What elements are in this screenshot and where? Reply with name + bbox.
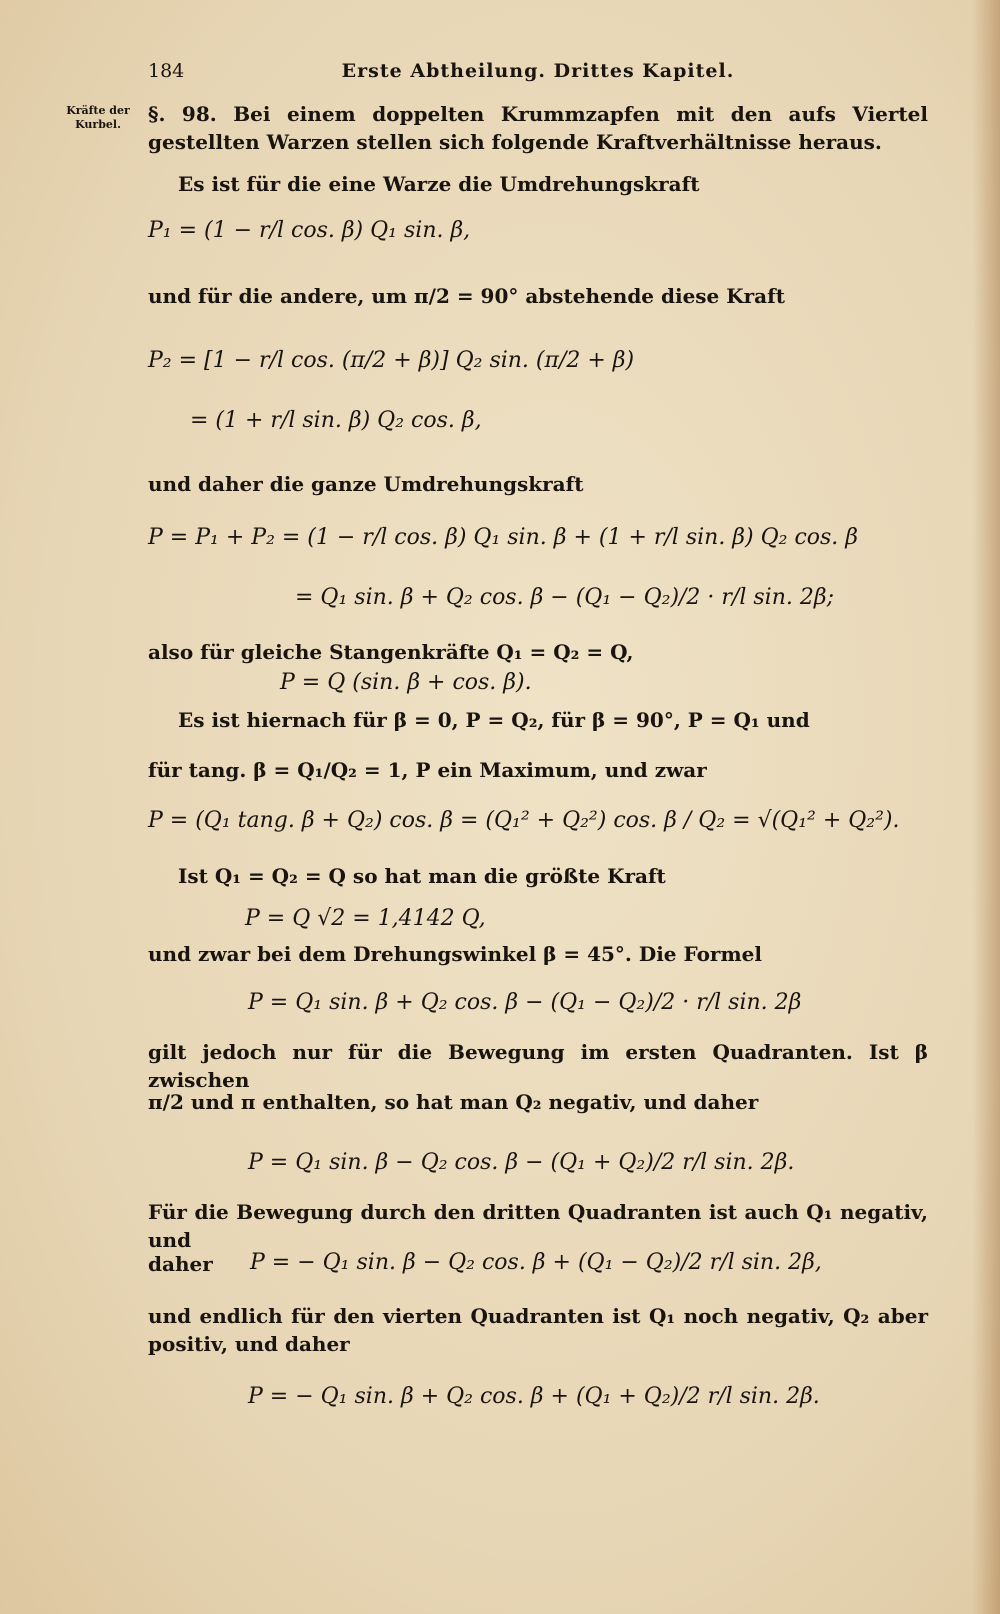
text-line-9: gilt jedoch nur für die Bewegung im ersten Quadranten. Ist β zwischen bbox=[148, 1040, 928, 1092]
formula-7: P = (Q₁ tang. β + Q₂) cos. β = (Q₁² + Q₂²) cos. β / Q₂ = √(Q₁² + Q₂²). bbox=[148, 808, 900, 833]
text-line-5: Es ist hiernach für β = 0, P = Q₂, für β = 90°, P = Q₁ und bbox=[178, 708, 810, 732]
page-edge-shadow bbox=[972, 0, 1000, 1614]
formula-9: P = Q₁ sin. β + Q₂ cos. β − (Q₁ − Q₂)/2 · r/l sin. 2β bbox=[248, 990, 802, 1015]
paragraph-98: §. 98. Bei einem doppelten Krummzapfen mit den aufs Viertel gestellten Warzen stellen sich folgende Kraftverhältnisse heraus. bbox=[148, 102, 928, 154]
margin-note: Kräfte der Kurbel. bbox=[66, 104, 130, 131]
text-line-13: und endlich für den vierten Quadranten ist Q₁ noch negativ, Q₂ aber positiv, und daher bbox=[148, 1304, 928, 1356]
text-line-4: also für gleiche Stangenkräfte Q₁ = Q₂ = Q, bbox=[148, 640, 634, 664]
text-line-10: π/2 und π enthalten, so hat man Q₂ negativ, und daher bbox=[148, 1090, 759, 1114]
text-line-1: Es ist für die eine Warze die Umdrehungskraft bbox=[178, 172, 700, 196]
text-line-12: daher bbox=[148, 1252, 213, 1276]
formula-10: P = Q₁ sin. β − Q₂ cos. β − (Q₁ + Q₂)/2 r/l sin. 2β. bbox=[248, 1150, 795, 1175]
text-line-3: und daher die ganze Umdrehungskraft bbox=[148, 472, 584, 496]
formula-8: P = Q √2 = 1,4142 Q, bbox=[245, 906, 486, 931]
formula-12: P = − Q₁ sin. β + Q₂ cos. β + (Q₁ + Q₂)/2 r/l sin. 2β. bbox=[248, 1384, 820, 1409]
text-line-11: Für die Bewegung durch den dritten Quadranten ist auch Q₁ negativ, und bbox=[148, 1200, 928, 1252]
text-line-2: und für die andere, um π/2 = 90° abstehende diese Kraft bbox=[148, 284, 785, 308]
formula-3: = (1 + r/l sin. β) Q₂ cos. β, bbox=[190, 408, 482, 433]
formula-5: = Q₁ sin. β + Q₂ cos. β − (Q₁ − Q₂)/2 · r/l sin. 2β; bbox=[295, 585, 834, 610]
text-line-7: Ist Q₁ = Q₂ = Q so hat man die größte Kraft bbox=[178, 864, 666, 888]
formula-4: P = P₁ + P₂ = (1 − r/l cos. β) Q₁ sin. β + (1 + r/l sin. β) Q₂ cos. β bbox=[148, 525, 859, 550]
text-line-6: für tang. β = Q₁/Q₂ = 1, P ein Maximum, und zwar bbox=[148, 758, 707, 782]
formula-1: P₁ = (1 − r/l cos. β) Q₁ sin. β, bbox=[148, 218, 471, 243]
page-number: 184 bbox=[148, 60, 185, 82]
running-head: Erste Abtheilung. Drittes Kapitel. bbox=[341, 60, 735, 82]
page-header bbox=[148, 60, 928, 90]
formula-2: P₂ = [1 − r/l cos. (π/2 + β)] Q₂ sin. (π/2 + β) bbox=[148, 348, 635, 373]
text-line-8: und zwar bei dem Drehungswinkel β = 45°. Die Formel bbox=[148, 942, 762, 966]
formula-11: P = − Q₁ sin. β − Q₂ cos. β + (Q₁ − Q₂)/2 r/l sin. 2β, bbox=[250, 1250, 822, 1275]
formula-6: P = Q (sin. β + cos. β). bbox=[280, 670, 532, 695]
